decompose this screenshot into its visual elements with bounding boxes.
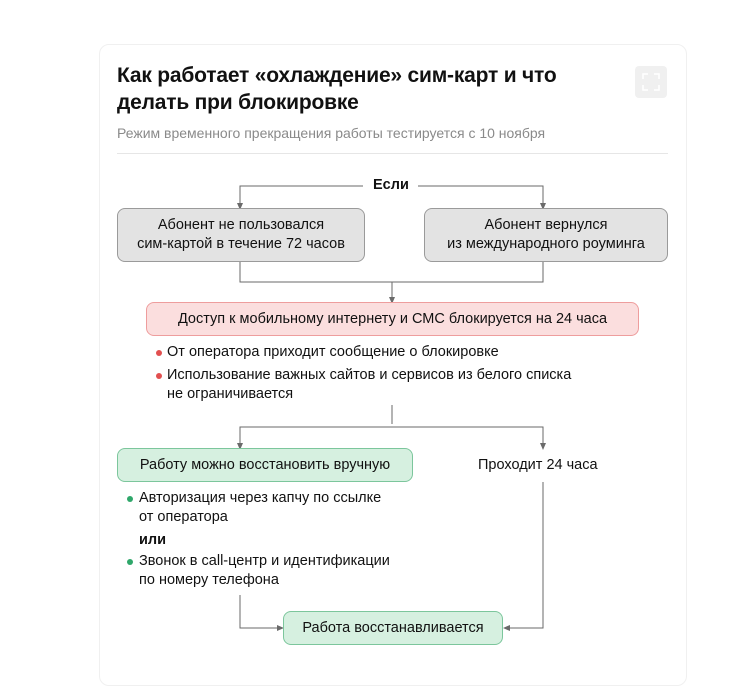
result-box: Работа восстанавливается bbox=[283, 611, 503, 645]
or-label: или bbox=[139, 532, 167, 548]
manual-option-bullet bbox=[127, 496, 133, 502]
case-box-inactive bbox=[117, 208, 365, 262]
wait-label: Проходит 24 часа bbox=[478, 457, 598, 473]
subtitle: Режим временного прекращения работы тестируется с 10 ноября bbox=[117, 125, 546, 141]
connector-merge bbox=[240, 262, 543, 282]
condition-label: Если bbox=[373, 177, 409, 193]
connector-left-to-result bbox=[240, 595, 281, 628]
manual-option-2-line1: Звонок в call-центр и идентификации bbox=[139, 553, 390, 569]
block-note-2 bbox=[167, 366, 571, 404]
block-note-1-line1: От оператора приходит сообщение о блокировке bbox=[167, 344, 499, 360]
connector-if-right bbox=[418, 186, 543, 207]
manual-restore-box: Работу можно восстановить вручную bbox=[117, 448, 413, 482]
case-box-roaming-line2: из международного роуминга bbox=[447, 236, 645, 252]
block-note-2-line2: не ограничивается bbox=[167, 386, 294, 402]
case-box-inactive-line1: Абонент не пользовался bbox=[157, 217, 325, 233]
page-title: Как работает «охлаждение» сим-карт и что делать при блокировке bbox=[117, 64, 557, 114]
block-note-bullet bbox=[156, 373, 162, 379]
manual-option-1-line1: Авторизация через капчу по ссылке bbox=[139, 490, 382, 506]
block-box: Доступ к мобильному интернету и СМС блокируется на 24 часа bbox=[146, 302, 639, 336]
manual-option-2-line2: по номеру телефона bbox=[139, 572, 279, 588]
connector-split bbox=[240, 427, 543, 447]
case-box-inactive-line2: сим-картой в течение 72 часов bbox=[137, 236, 345, 252]
manual-option-1 bbox=[139, 489, 381, 527]
case-box-roaming-line1: Абонент вернулся bbox=[484, 217, 608, 233]
case-box-roaming bbox=[424, 208, 668, 262]
connector-right-to-result bbox=[506, 482, 543, 628]
block-note-2-line1: Использование важных сайтов и сервисов из белого списка bbox=[167, 367, 572, 383]
manual-option-bullet bbox=[127, 559, 133, 565]
manual-option-2 bbox=[139, 552, 390, 590]
connector-if-left bbox=[240, 186, 363, 207]
block-note-1 bbox=[167, 343, 499, 362]
manual-option-1-line2: от оператора bbox=[139, 509, 228, 525]
block-note-bullet bbox=[156, 350, 162, 356]
